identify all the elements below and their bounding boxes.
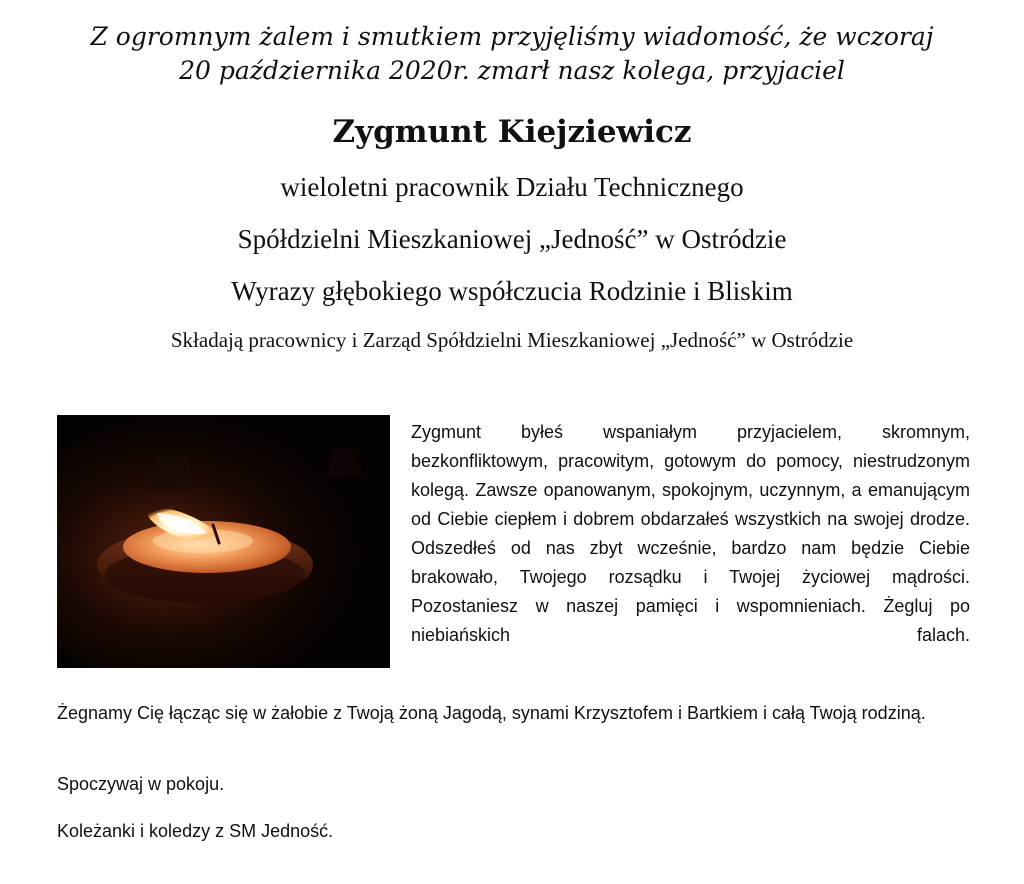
signature-line: Koleżanki i koledzy z SM Jedność. <box>57 821 334 841</box>
farewell-paragraph: Żegnamy Cię łącząc się w żałobie z Twoją żoną Jagodą, synami Krzysztofem i Bartkiem i całą Twoją rodziną. <box>57 703 926 723</box>
intro-line-2: 20 października 2020r. zmarł nasz kolega, przyjaciel <box>179 56 845 85</box>
signers-line: Składają pracownicy i Zarząd Spółdzielni Mieszkaniowej „Jedność” w Ostródzie <box>170 328 854 352</box>
rest-in-peace-line: Spoczywaj w pokoju. <box>57 774 225 794</box>
intro-text <box>0 20 1024 88</box>
condolences-line: Wyrazy głębokiego współczucia Rodzinie i Bliskim <box>231 276 793 306</box>
candle-photo <box>57 415 390 668</box>
role-line: wieloletni pracownik Działu Technicznego <box>280 172 744 202</box>
tribute-paragraph: Zygmunt byłeś wspaniałym przyjacielem, skromnym, bezkonfliktowym, pracowitym, gotowym do pomocy, niestrudzonym kolegą. Zawsze opanowanym, spokojnym, uczynnym, a emanującym od Ciebie ciepłem i dobrem obdarzałeś wszystkich na swojej drodze. Odszedłeś od nas zbyt wcześnie, bardzo nam będzie Ciebie brakowało, Twojego rozsądku i Twojej życiowej mądrości. Pozostaniesz w naszej pamięci i wspomnieniach. Żegluj po niebiańskich falach. <box>411 422 970 645</box>
organization-line: Spółdzielni Mieszkaniowej „Jedność” w Ostródzie <box>237 224 787 254</box>
intro-line-1: Z ogromnym żalem i smutkiem przyjęliśmy wiadomość, że wczoraj <box>90 22 934 51</box>
deceased-name: Zygmunt Kiejziewicz <box>332 114 692 150</box>
candle-icon <box>57 415 390 668</box>
